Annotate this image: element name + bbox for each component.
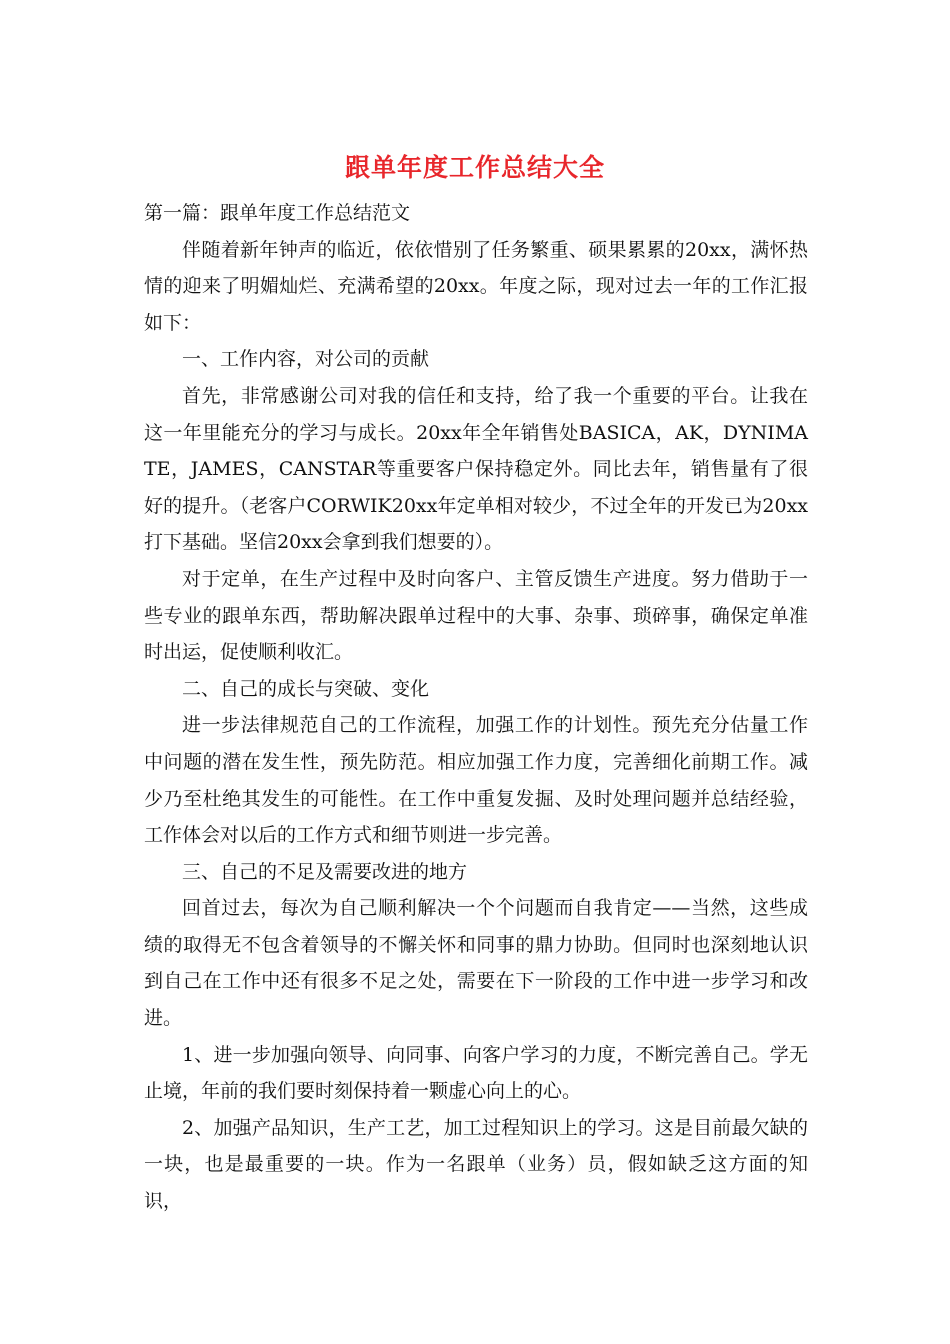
paragraph: 首先，非常感谢公司对我的信任和支持，给了我一个重要的平台。让我在这一年里能充分的学习与成长。20xx年全年销售处BASICA，AK，DYNIMATE，JAMES，CANSTAR等重要客户保持稳定外。同比去年，销售量有了很好的提升。（老客户CORWIK20xx年定单相对较少，不过全年的开发已为20xx打下基础。坚信20xx会拿到我们想要的）。 <box>144 384 808 554</box>
paragraph: 回首过去，每次为自己顺利解决一个个问题而自我肯定——当然，这些成绩的取得无不包含着领导的不懈关怀和同事的鼎力协助。但同时也深刻地认识到自己在工作中还有很多不足之处，需要在下一阶段的工作中进一步学习和改进。 <box>144 897 808 1030</box>
subsection-heading: 三、自己的不足及需要改进的地方 <box>182 860 468 883</box>
paragraph: 伴随着新年钟声的临近，依依惜别了任务繁重、硕果累累的20xx，满怀热情的迎来了明媚灿烂、充满希望的20xx。年度之际，现对过去一年的工作汇报如下： <box>144 238 808 334</box>
subsection-heading: 一、工作内容，对公司的贡献 <box>182 348 430 371</box>
paragraph: 对于定单，在生产过程中及时向客户、主管反馈生产进度。努力借助于一些专业的跟单东西，帮助解决跟单过程中的大事、杂事、琐碎事，确保定单准时出运，促使顺利收汇。 <box>144 567 808 664</box>
list-item: 2、加强产品知识，生产工艺，加工过程知识上的学习。这是目前最欠缺的一块，也是最重要的一块。作为一名跟单（业务）员，假如缺乏这方面的知识， <box>144 1116 808 1213</box>
paragraph: 进一步法律规范自己的工作流程，加强工作的计划性。预先充分估量工作中问题的潜在发生性，预先防范。相应加强工作力度，完善细化前期工作。减少乃至杜绝其发生的可能性。在工作中重复发掘、及时处理问题并总结经验，工作体会对以后的工作方式和细节则进一步完善。 <box>144 714 808 847</box>
section-heading: 第一篇：跟单年度工作总结范文 <box>144 202 411 224</box>
document-title: 跟单年度工作总结大全 <box>344 153 605 182</box>
list-item: 1、进一步加强向领导、向同事、向客户学习的力度，不断完善自己。学无止境，年前的我们要时刻保持着一颗虚心向上的心。 <box>144 1043 808 1103</box>
document-body <box>144 195 808 1220</box>
subsection-heading: 二、自己的成长与突破、变化 <box>182 677 430 700</box>
